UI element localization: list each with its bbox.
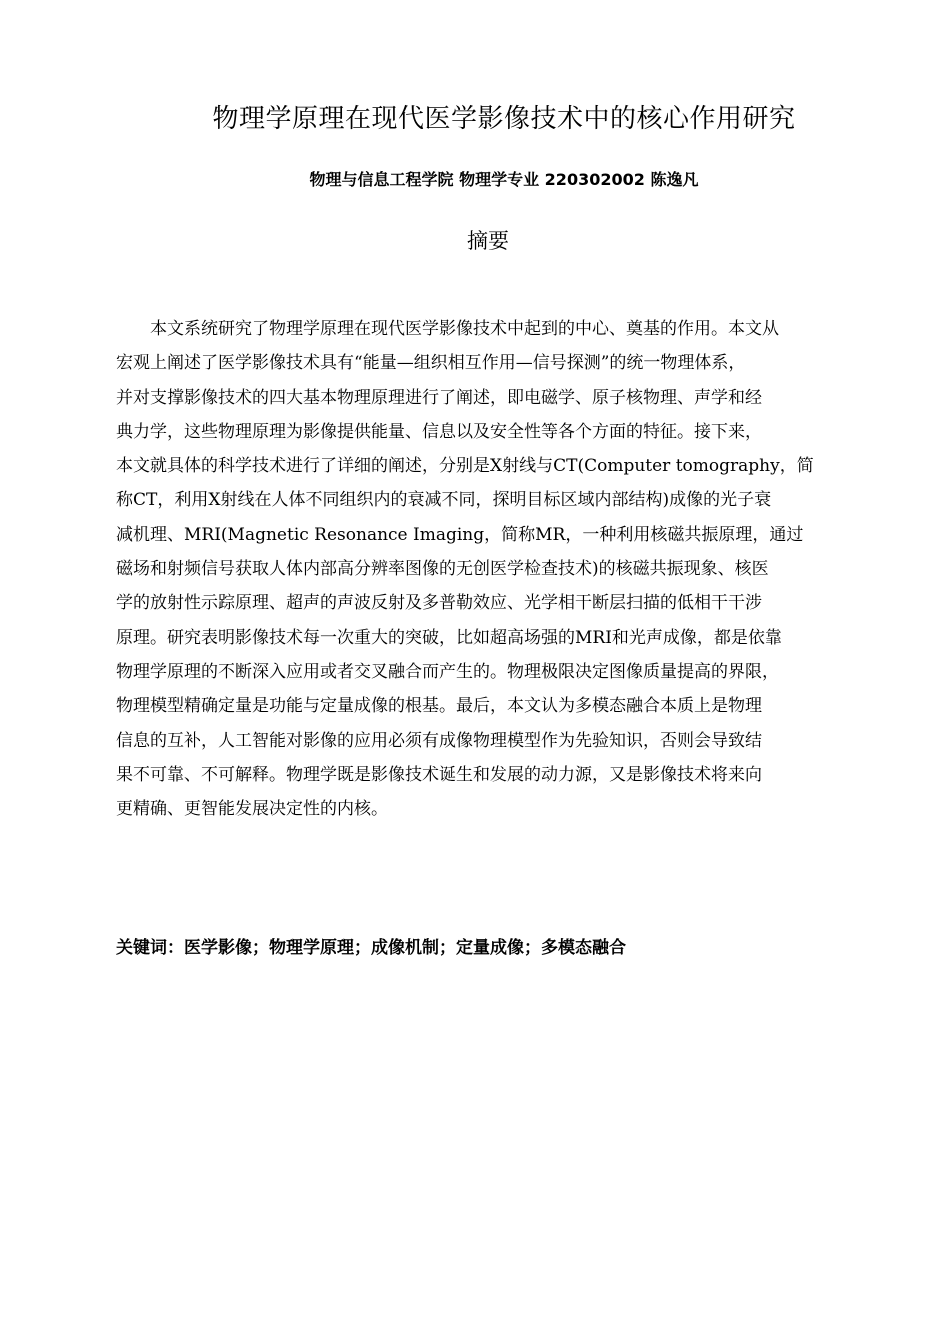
abstract-line: 宏观上阐述了医学影像技术具有“能量—组织相互作用—信号探测”的统一物理体系， [116,353,746,374]
keywords: 关键词：医学影像；物理学原理；成像机制；定量成像；多模态融合 [116,938,626,958]
author-affiliation: 物理与信息工程学院 物理学专业 220302002 陈逸凡 [309,170,699,189]
abstract-line: 信息的互补，人工智能对影像的应用必须有成像物理模型作为先验知识，否则会导致结 [116,730,762,751]
abstract-line: 物理模型精确定量是功能与定量成像的根基。最后，本文认为多模态融合本质上是物理 [116,696,762,717]
abstract-line: 物理学原理的不断深入应用或者交叉融合而产生的。物理极限决定图像质量提高的界限， [116,661,779,682]
abstract-line: 减机理、MRI(Magnetic Resonance Imaging，简称MR，一种利用核磁共振原理，通过 [116,524,804,545]
abstract-line: 磁场和射频信号获取人体内部高分辨率图像的无创医学检查技术)的核磁共振现象、核医 [116,559,769,580]
abstract-line: 更精确、更智能发展决定性的内核。 [116,799,388,820]
abstract-line: 果不可靠、不可解释。物理学既是影像技术诞生和发展的动力源，又是影像技术将来向 [116,764,762,785]
abstract-line: 本文系统研究了物理学原理在现代医学影像技术中起到的中心、奠基的作用。本文从 [116,319,779,339]
abstract-line: 称CT，利用X射线在人体不同组织内的衰减不同，探明目标区域内部结构)成像的光子衰 [116,490,772,511]
abstract-line: 本文就具体的科学技术进行了详细的阐述，分别是X射线与CT(Computer tomography，简 [116,456,814,477]
abstract-line: 学的放射性示踪原理、超声的声波反射及多普勒效应、光学相干断层扫描的低相干干涉 [116,593,762,614]
abstract-heading: 摘要 [467,229,509,253]
abstract-line: 原理。研究表明影像技术每一次重大的突破，比如超高场强的MRI和光声成像，都是依靠 [116,627,782,648]
abstract-body [116,312,866,826]
abstract-line: 并对支撑影像技术的四大基本物理原理进行了阐述，即电磁学、原子核物理、声学和经 [116,387,762,408]
abstract-line: 典力学，这些物理原理为影像提供能量、信息以及安全性等各个方面的特征。接下来， [116,421,762,442]
paper-title: 物理学原理在现代医学影像技术中的核心作用研究 [212,104,796,134]
